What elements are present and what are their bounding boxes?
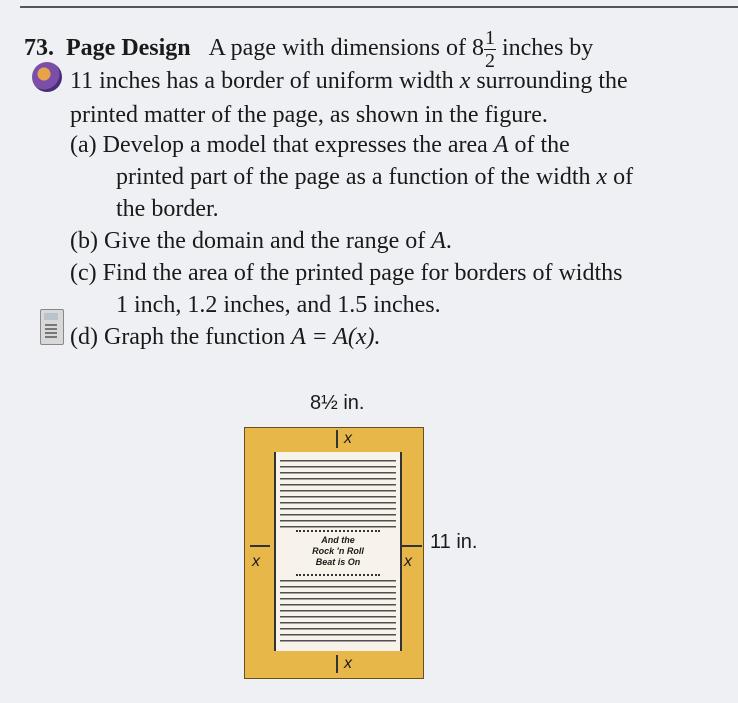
part-b-text: Give the domain and the range of <box>103 228 426 254</box>
var-A-2: A <box>431 228 446 254</box>
text-lines-bottom <box>280 580 396 642</box>
headline-line-2: Rock 'n Roll <box>312 546 364 556</box>
part-a-line-2 <box>116 160 633 194</box>
part-d-text: Graph the function <box>103 324 286 350</box>
line2-end: surrounding the <box>476 68 628 94</box>
part-a-text-2: printed part of the page as a function of the width <box>116 164 591 190</box>
graphing-calculator-icon <box>40 309 64 345</box>
part-a-label: (a) <box>70 132 97 158</box>
frac-num: 1 <box>484 27 495 49</box>
part-b-period: . <box>445 228 452 254</box>
text-lines-top <box>280 460 396 530</box>
part-c-text-1: Find the area of the printed page for borders of widths <box>102 260 623 286</box>
line1-text: A page with dimensions of <box>208 35 466 62</box>
part-d-line <box>70 320 381 354</box>
part-a-line-3 <box>116 192 219 226</box>
headline-line-1: And the <box>321 535 355 545</box>
problem-number: 73. <box>24 35 54 62</box>
headline-line-3: Beat is On <box>315 557 361 567</box>
headline <box>276 535 400 568</box>
part-c-text-2: 1 inch, 1.2 inches, and 1.5 inches. <box>116 292 441 318</box>
right-border-x: x <box>404 553 412 570</box>
dotted-rule-top <box>296 530 380 532</box>
part-c-line-2 <box>116 288 441 322</box>
frac-whole: 8 <box>471 35 484 62</box>
line2-text: 11 inches has a border of uniform width <box>70 68 454 94</box>
var-A: A <box>493 132 509 158</box>
right-border-arrow <box>402 545 422 547</box>
height-label: 11 in. <box>430 531 478 553</box>
part-c-line-1 <box>70 256 622 290</box>
left-border-arrow <box>250 545 270 547</box>
part-a-end-2: of <box>613 164 634 190</box>
part-d-equation: A = A(x). <box>291 324 381 350</box>
bottom-border-x: x <box>344 655 352 672</box>
part-b-label: (b) <box>70 228 98 254</box>
part-a-line-1 <box>70 128 570 162</box>
dotted-rule-bottom <box>296 574 380 576</box>
var-x-2: x <box>596 164 608 190</box>
part-a-end-1: of the <box>514 132 570 158</box>
width-label: 8½ in. <box>310 392 365 414</box>
var-x: x <box>459 68 471 94</box>
bottom-border-arrow <box>336 655 338 673</box>
line1-end: inches by <box>501 35 594 62</box>
printed-area <box>274 452 402 651</box>
problem-title: Page Design <box>66 35 191 62</box>
line3-text: printed matter of the page, as shown in the figure. <box>70 102 548 128</box>
left-border-x: x <box>252 553 260 570</box>
top-border-arrow <box>336 430 338 448</box>
problem-line-3 <box>70 98 548 132</box>
part-d-label: (d) <box>70 324 98 350</box>
problem-line-2 <box>70 64 628 98</box>
part-b-line <box>70 224 452 258</box>
frac-den: 2 <box>484 50 495 72</box>
part-c-label: (c) <box>70 260 97 286</box>
top-rule <box>20 6 738 8</box>
top-border-x: x <box>344 430 352 447</box>
part-a-text-1: Develop a model that expresses the area <box>102 132 488 158</box>
part-a-text-3: the border. <box>116 196 219 222</box>
